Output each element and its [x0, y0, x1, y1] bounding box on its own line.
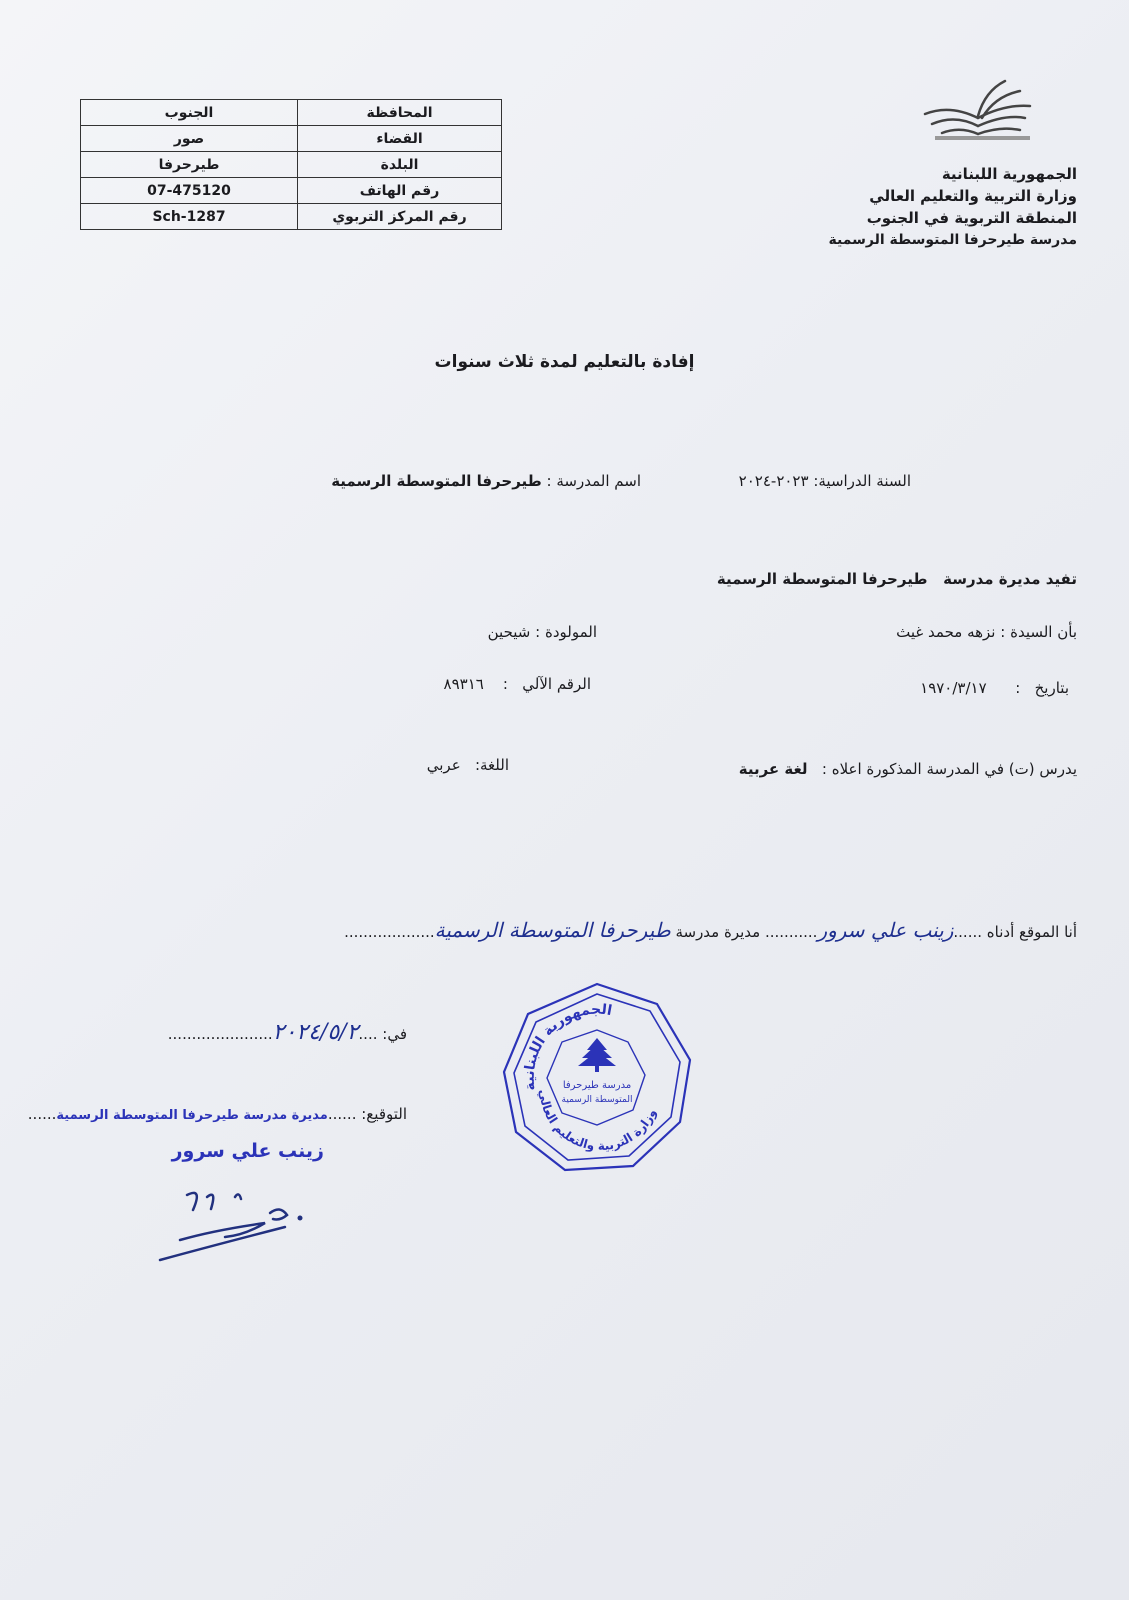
document-title: إفادة بالتعليم لمدة ثلاث سنوات — [434, 352, 695, 372]
signature-label: التوقيع: — [361, 1105, 407, 1123]
language-value: عربي — [426, 756, 461, 774]
in-label: في: — [382, 1025, 407, 1043]
registry-line: الرقم الآلي : ٨٩٣١٦ — [443, 675, 591, 693]
info-value: صور — [81, 126, 298, 152]
info-label: المحافظة — [298, 100, 502, 126]
school-name: اسم المدرسة : طيرحرفا المتوسطة الرسمية — [331, 472, 641, 490]
date-label: بتاريخ — [1034, 679, 1069, 697]
info-row — [81, 178, 502, 204]
signature-name-stamp: زينب علي سرور — [171, 1140, 324, 1162]
undersigned-label: أنا الموقع أدناه — [986, 923, 1077, 941]
in-date-handwritten: ٢٠٢٤/٥/٢ — [272, 1020, 359, 1045]
letterhead — [829, 163, 1077, 251]
birthplace-value: شيحين — [487, 623, 531, 641]
stamp-top-text: الجمهورية اللبنانية — [521, 1001, 614, 1092]
info-value: طيرحرفا — [81, 152, 298, 178]
certifies-school: طيرحرفا المتوسطة الرسمية — [716, 570, 928, 588]
info-row — [81, 204, 502, 230]
info-row — [81, 152, 502, 178]
info-row — [81, 100, 502, 126]
certifies-line — [717, 570, 1077, 588]
school-name-label: اسم المدرسة — [556, 472, 641, 490]
letterhead-ministry: وزارة التربية والتعليم العالي — [869, 187, 1077, 205]
certifies-text: تفيد مديرة مدرسة — [943, 570, 1077, 588]
info-row — [81, 126, 502, 152]
school-name-value: طيرحرفا المتوسطة الرسمية — [331, 472, 542, 490]
stamp-center-line1: مدرسة طيرحرفا — [562, 1080, 632, 1091]
info-label: رقم الهاتف — [298, 178, 502, 204]
info-value: 07-475120 — [81, 178, 298, 204]
in-date-line: في: ....٢٠٢٤/٥/٢...................... — [167, 1020, 407, 1045]
info-value: الجنوب — [81, 100, 298, 126]
undersigned-line: أنا الموقع أدناه ......زينب علي سرور........... مديرة مدرسة طيرحرفا المتوسطة الرسمية................... — [344, 918, 1077, 942]
ministry-logo — [920, 76, 1045, 146]
stamp-center-line2: المتوسطة الرسمية — [561, 1095, 633, 1105]
date-value: ١٩٧٠/٣/١٧ — [920, 679, 987, 697]
school-year — [739, 472, 911, 490]
school-year-value: ٢٠٢٣-٢٠٢٤ — [738, 472, 809, 490]
signature-scribble — [155, 1185, 315, 1265]
director-school-handwritten: طيرحرفا المتوسطة الرسمية — [434, 918, 671, 942]
registry-value: ٨٩٣١٦ — [443, 675, 484, 693]
birthplace-line — [488, 623, 597, 641]
official-stamp — [500, 980, 695, 1175]
person-name: نزهه محمد غيث — [896, 623, 996, 641]
registry-label: الرقم الآلي — [522, 675, 591, 693]
person-line — [896, 623, 1077, 641]
date-line: بتاريخ : ١٩٧٠/٣/١٧ — [920, 679, 1069, 697]
teaches-value: لغة عربية — [738, 760, 808, 778]
info-table — [80, 99, 502, 230]
language-label: اللغة: — [474, 756, 509, 774]
teaches-label: يدرس (ت) في المدرسة المذكورة اعلاه : — [821, 760, 1077, 778]
signature-line: التوقيع: ......مديرة مدرسة طيرحرفا المتوسطة الرسمية...... — [27, 1105, 407, 1123]
letterhead-region: المنطقة التربوية في الجنوب — [866, 209, 1077, 227]
info-label: رقم المركز التربوي — [298, 204, 502, 230]
undersigned-name-handwritten: زينب علي سرور — [817, 918, 954, 942]
letterhead-republic: الجمهورية اللبنانية — [941, 165, 1077, 183]
cedar-icon — [578, 1038, 616, 1072]
info-label: البلدة — [298, 152, 502, 178]
person-label: بأن السيدة : — [1000, 623, 1077, 641]
info-value: Sch-1287 — [81, 204, 298, 230]
signature-stamp-text: مديرة مدرسة طيرحرفا المتوسطة الرسمية — [56, 1108, 328, 1123]
teaches-line — [739, 760, 1077, 778]
birthplace-label: المولودة : — [535, 623, 597, 641]
letterhead-school: مدرسة طيرحرفا المتوسطة الرسمية — [828, 232, 1077, 248]
school-year-label: السنة الدراسية: — [813, 472, 911, 490]
language-line — [427, 756, 509, 774]
director-label: مديرة مدرسة — [675, 923, 761, 941]
info-label: القضاء — [298, 126, 502, 152]
stamp-bottom-text: وزارة التربية والتعليم العالي — [536, 1088, 659, 1154]
